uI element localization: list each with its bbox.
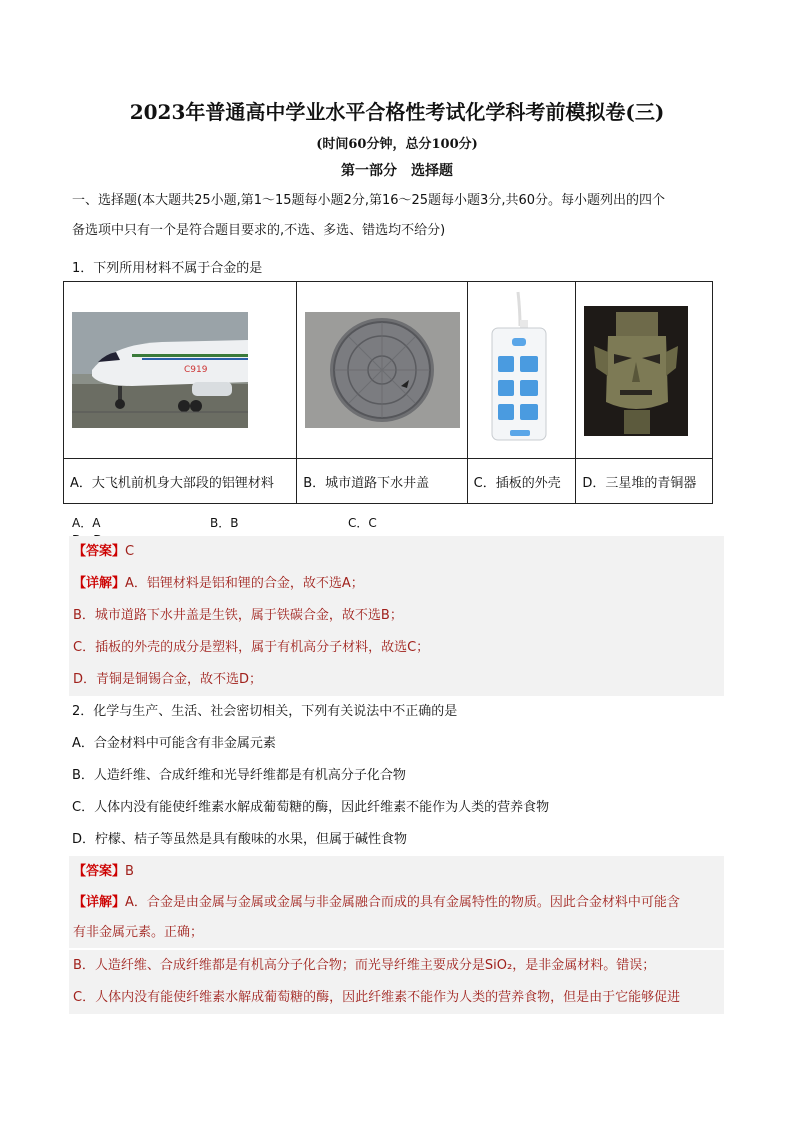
option-a-caption: A．大飞机前机身大部段的铝锂材料	[64, 459, 297, 504]
q1-detail-d: D．青铜是铜锡合金，故不选D；	[69, 664, 724, 696]
exam-time-note: (时间60分钟，总分100分)	[316, 137, 478, 152]
question-1-stem: 1．下列所用材料不属于合金的是	[72, 261, 263, 276]
q2-detail-c: C．人体内没有能使纤维素水解成葡萄糖的酶，因此纤维素不能作为人类的营养食物，但是由于它能够促进	[69, 982, 724, 1014]
q2-option-a: A．合金材料中可能含有非金属元素	[72, 736, 276, 751]
q2-option-d: D．柠檬、桔子等虽然是具有酸味的水果，但属于碱性食物	[72, 832, 408, 847]
option-d-image-cell	[576, 282, 713, 459]
power-strip-image	[482, 290, 562, 450]
q2-detail-b: B．人造纤维、合成纤维都是有机高分子化合物；而光导纤维主要成分是SiO₂，是非金属材料。错误；	[69, 950, 724, 982]
question-2-stem: 2．化学与生产、生活、社会密切相关，下列有关说法中不正确的是	[72, 704, 458, 719]
instructions-line-2: 备选项中只有一个是符合题目要求的,不选、多选、错选均不给分)	[72, 223, 446, 238]
page-title: 2023年普通高中学业水平合格性考试化学科考前模拟卷(三)	[129, 100, 665, 124]
q2-option-c: C．人体内没有能使纤维素水解成葡萄糖的酶，因此纤维素不能作为人类的营养食物	[72, 800, 550, 815]
option-c-image-cell	[467, 282, 576, 459]
q2-detail-a-line1: A．合金是由金属与金属或金属与非金属融合而成的具有金属特性的物质。因此合金材料中可能含	[125, 895, 680, 910]
plane-livery-text: C919	[184, 365, 208, 375]
instructions-line-1: 一、选择题(本大题共25小题,第1～15题每小题2分,第16～25题每小题3分,共60分。每小题列出的四个	[72, 193, 665, 208]
q2-answer: B	[125, 864, 134, 879]
option-a-image-cell	[64, 282, 297, 459]
q1-answer-band	[69, 536, 724, 568]
option-b-image-cell	[297, 282, 467, 459]
q2-option-b: B．人造纤维、合成纤维和光导纤维都是有机高分子化合物	[72, 768, 406, 783]
instructions	[72, 186, 727, 246]
q1-detail-c: C．插板的外壳的成分是塑料，属于有机高分子材料，故选C；	[69, 632, 724, 664]
detail-tag: 【详解】	[73, 576, 126, 591]
detail-tag: 【详解】	[73, 895, 126, 910]
option-d-caption: D．三星堆的青铜器	[576, 459, 713, 504]
q1-answer: C	[125, 544, 135, 559]
answer-tag: 【答案】	[73, 544, 126, 559]
choice-a: A．A	[72, 516, 101, 530]
q2-answer-band	[69, 856, 724, 888]
q1-detail-a-text: A．铝锂材料是铝和锂的合金，故不选A；	[125, 576, 364, 591]
part-heading: 第一部分 选择题	[341, 163, 453, 179]
answer-tag: 【答案】	[73, 864, 126, 879]
choice-b: B．B	[210, 516, 239, 530]
q2-detail-a-line2: 有非金属元素。正确；	[73, 925, 204, 940]
bronze-mask-image	[584, 306, 688, 436]
option-b-caption: B．城市道路下水井盖	[297, 459, 467, 504]
q1-detail-b: B．城市道路下水井盖是生铁，属于铁碳合金，故不选B；	[69, 600, 724, 632]
q1-detail-a	[69, 568, 724, 600]
airplane-image	[72, 312, 248, 428]
question-1-option-table	[63, 281, 713, 504]
choice-c: C．C	[348, 516, 377, 530]
q2-detail-a	[69, 888, 724, 948]
option-c-caption: C．插板的外壳	[467, 459, 576, 504]
manhole-cover-image	[305, 312, 460, 428]
